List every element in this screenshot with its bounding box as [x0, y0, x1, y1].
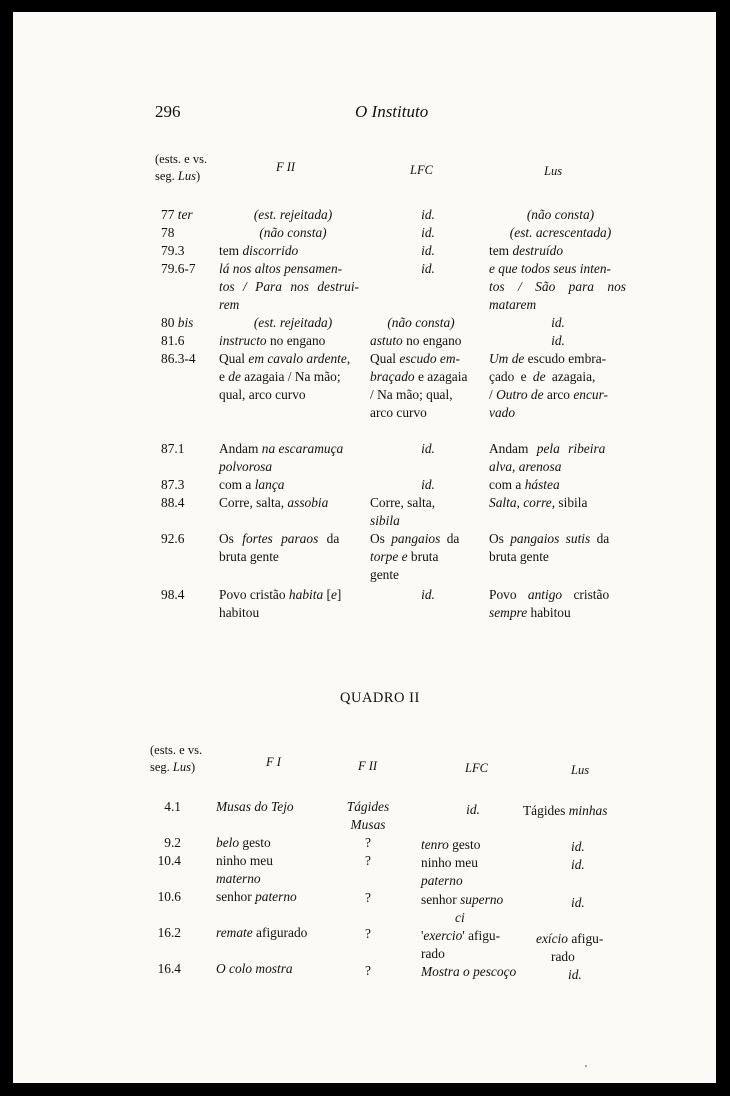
t2-header-lus: Lus [571, 763, 590, 777]
t1-header-f2: F II [276, 160, 296, 174]
t1-header-lus: Lus [544, 164, 563, 178]
t2-header-f1: F I [266, 755, 281, 769]
book-page: 296 O Instituto (ests. e vs. seg. Lus) F II LFC Lus 77 ter (est. rejeitada) id. (não consta) 78 (não consta) id. (est. acrescentada) 79.3 tem discorrido id. tem destruído 79.6-7 lá nos altos pensamen- tos / Para nos destrui- rem id. e que todos seus inten- tos / São para nos matarem 80 bis (est. rejeitada) (não consta) id. 81.6 instructo no engano astuto no engano id. 86.3-4 Qual em cavalo ardente, e de azagaia / Na mão; qual, arco curvo Qual escudo em- braçado e azagaia / Na mão; qual, arco curvo Um de escudo embra- çado e de azagaia, / Outro de arco encur- vado 87.1 Andam na escaramuça polvorosa id. Andam pela ribeira alva, arenosa 87.3 com a lança id. com a hástea 88.4 Corre, salta, assobia Corre, salta, sibila Salta, corre, sibila 92.6 Os fortes paraos da bruta gente Os pangaios da torpe e bruta gente Os pangaios sutis da bruta gente 98.4 Povo cristão habita [e] habitou id. Povo antigo cristão sempre habitou QUADRO II (ests. e vs. seg. Lus) F I F II LFC Lus 4.1 Musas do Tejo Tágides Musas id. Tágides minhas 9.2 belo gesto ? tenro gesto id. 10.4 ninho meu materno ? ninho meu paterno id. 10.6 senhor paterno ? senhor superno ci id. 16.2 remate afigurado ? 'exercio' afigu- rado exício afigu- rado 16.4 O colo mostra ? Mostra o pescoço id. [13, 12, 716, 1083]
t1-header-ref: (ests. e vs. seg. Lus) [155, 152, 208, 183]
quadro-ii-title: QUADRO II [340, 690, 420, 706]
running-head: O Instituto [355, 102, 429, 121]
paper-speck [585, 1065, 587, 1067]
t2-header-ref: (ests. e vs. seg. Lus) [150, 743, 203, 774]
page-number: 296 [155, 102, 181, 121]
t1-header-lfc: LFC [410, 163, 433, 177]
t2-header-f2: F II [358, 759, 378, 773]
t2-header-lfc: LFC [465, 761, 488, 775]
